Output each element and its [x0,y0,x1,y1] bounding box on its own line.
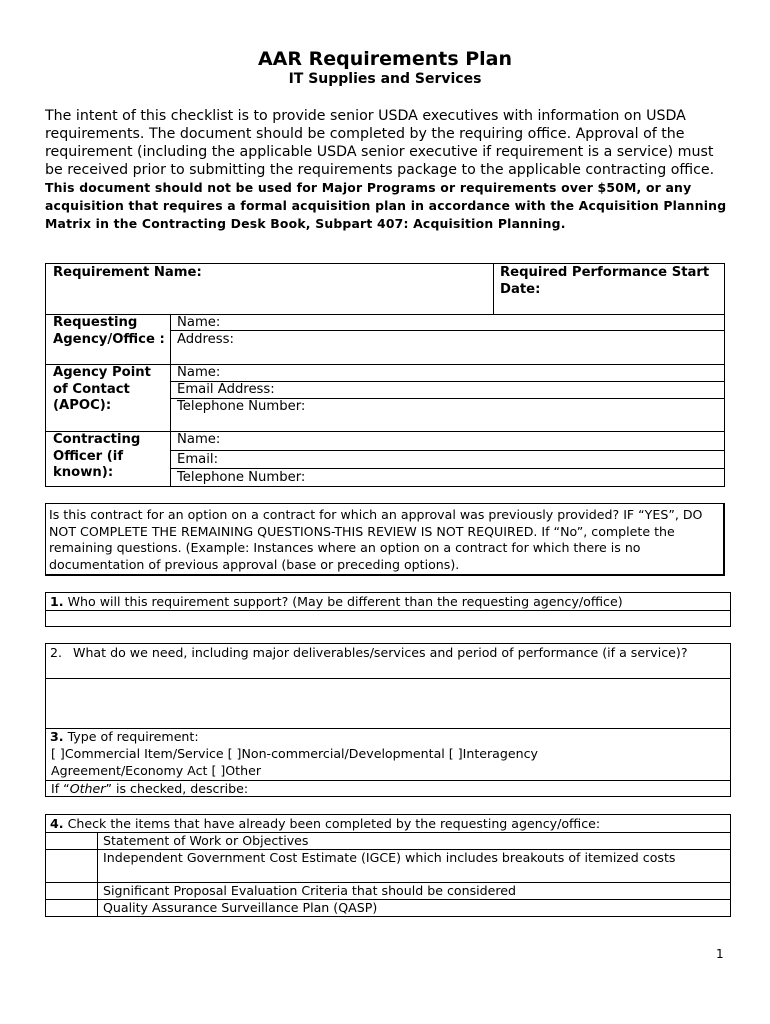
question-1-label: Who will this requirement support? (May be different than the requesting agency/office) [67,594,623,609]
other-prefix: If “ [51,781,70,796]
question-2-number: 2. [50,645,63,660]
question-4-box [45,814,731,917]
option-question-box [45,503,725,576]
start-date-label: Required Performance Start Date: [500,265,710,297]
page-number: 1 [716,947,724,961]
co-email-field[interactable]: Email: [177,452,219,467]
question-3-label: Type of requirement: [67,729,199,744]
question-3-text [50,729,726,746]
intro-bold-text: This document should not be used for Major Programs or requirements over $50M, or any acquisition that requires a formal acquisition plan in accordance with the Acquisition Planning Matrix in the Contracting Desk Book, Subpart 407: Acquisition Planning. [45,180,727,231]
apoc-name-field[interactable]: Name: [177,365,221,380]
other-suffix: ” is checked, describe: [105,781,249,796]
option-question-text: Is this contract for an option on a contract for which an approval was previously provided? IF “YES”, DO NOT COMPLETE THE REMAINING QUESTIONS-THIS REVIEW IS NOT REQUIRED. If “No”, complete the remaining questions. (Example: Instances where an option on a contract for which there is no documentation of previous approval (base or preceding options). [49,507,703,572]
document-title: AAR Requirements Plan [257,48,513,70]
requirement-info-table [45,263,725,487]
question-1-box [45,592,731,627]
checkbox-qasp[interactable] [46,900,97,916]
question-4-number: 4. [50,816,64,831]
intro-text: The intent of this checklist is to provide senior USDA executives with information on USDA requirements. The document should be completed by the requiring office. Approval of the requirement (including the applicable USDA senior executive if requirement is a service) must be received prior to submitting the requirements package to the applicable contracting office. [45,108,715,178]
other-word: Other [69,781,106,796]
document-subtitle: IT Supplies and Services [288,71,482,87]
requesting-name-field[interactable]: Name: [177,315,221,330]
apoc-email-field[interactable]: Email Address: [177,382,275,397]
checkbox-igce[interactable] [46,850,97,882]
question-4-label: Check the items that have already been completed by the requesting agency/office: [67,816,601,831]
requesting-address-field[interactable]: Address: [177,332,234,347]
checkbox-evaluation-criteria[interactable] [46,883,97,899]
apoc-phone-field[interactable]: Telephone Number: [177,399,306,414]
requirement-type-options[interactable]: [ ]Commercial Item/Service [ ]Non-commercial/Developmental [ ]Interagency Agreement/Economy Act [ ]Other [51,746,538,778]
question-2-answer-field[interactable] [46,679,730,727]
requesting-agency-label: Requesting Agency/Office : [53,315,165,347]
question-1-number: 1. [50,594,64,609]
question-3-number: 3. [50,729,64,744]
requirement-name-label: Requirement Name: [53,265,202,280]
co-phone-field[interactable]: Telephone Number: [177,470,306,485]
question-1-text [50,594,726,611]
intro-paragraph [45,107,735,233]
item-igce: Independent Government Cost Estimate (IGCE) which includes breakouts of itemized costs [103,850,676,865]
item-sow: Statement of Work or Objectives [103,833,309,848]
contracting-officer-label: Contracting Officer (if known): [53,432,141,480]
question-1-answer-field[interactable] [46,611,730,626]
item-qasp: Quality Assurance Surveillance Plan (QASP) [103,900,378,915]
question-2-label: What do we need, including major deliverables/services and period of performance (if a service)? [73,645,688,660]
item-evaluation-criteria: Significant Proposal Evaluation Criteria that should be considered [103,883,517,898]
co-name-field[interactable]: Name: [177,432,221,447]
checkbox-sow[interactable] [46,833,97,849]
question-4-text [50,816,726,833]
other-describe-field[interactable] [51,781,727,798]
apoc-label: Agency Point of Contact (APOC): [53,365,151,413]
questions-2-3-box [45,643,731,797]
